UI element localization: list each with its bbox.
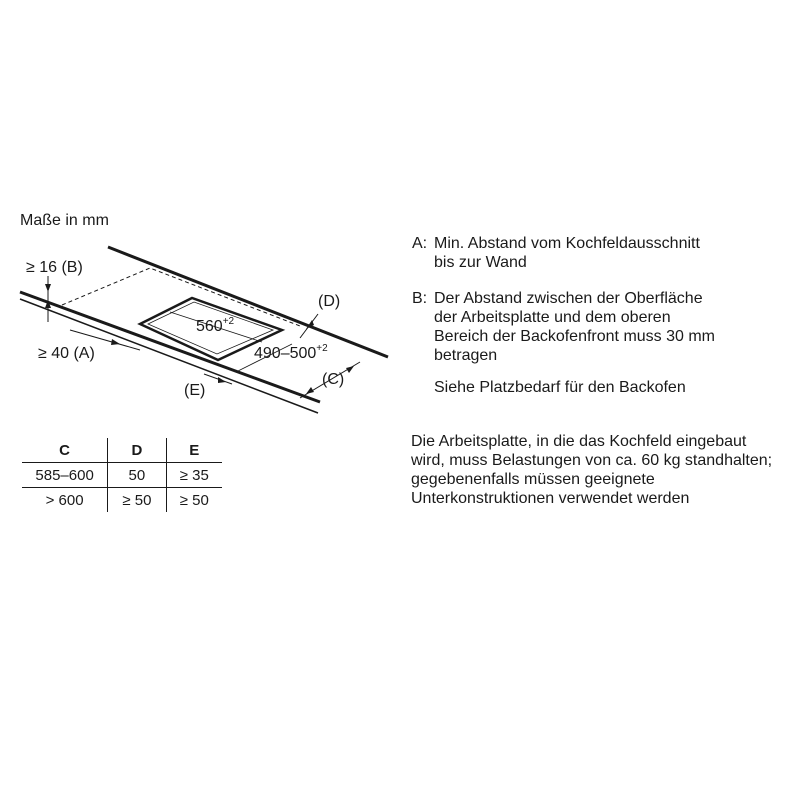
- c-dimension-label: (C): [322, 371, 345, 388]
- a-dimension-label: ≥ 40 (A): [38, 345, 95, 362]
- depth-tolerance: +2: [316, 343, 328, 354]
- c-arrow-bottom: [306, 387, 314, 394]
- table-header-row: [22, 438, 222, 463]
- load-note: Die Arbeitsplatte, in die das Kochfeld eingebaut wird, muss Belastungen von ca. 60 kg standhalten; gegebenenfalls müssen geeignete Unterkonstruktionen verwendet werden: [411, 433, 773, 507]
- units-label: Maße in mm: [20, 212, 109, 229]
- table-cell: ≥ 50: [179, 491, 209, 509]
- table-cell: > 600: [22, 488, 108, 513]
- note-b-line: betragen: [434, 347, 498, 364]
- width-tolerance: +2: [222, 316, 235, 327]
- note-a-key: A:: [412, 235, 428, 252]
- table-row: [22, 463, 222, 488]
- a-arrow: [111, 339, 120, 345]
- note-b: [412, 289, 772, 369]
- note-b-line: Der Abstand zwischen der Oberfläche: [434, 290, 703, 307]
- table-cell: ≥ 35: [166, 463, 222, 488]
- depth-dimension-number: 490–500: [254, 345, 317, 362]
- table-header-c: C: [22, 438, 108, 463]
- table-header-e: E: [166, 438, 222, 463]
- b-dimension-label: ≥ 16 (B): [26, 259, 83, 276]
- dimension-table: [22, 438, 222, 512]
- note-b-line: der Arbeitsplatte und dem oberen: [434, 309, 671, 326]
- table-cell: 585–600: [22, 463, 108, 488]
- table-cell: 50: [108, 463, 166, 488]
- note-b-text: [434, 289, 715, 365]
- d-dimension-label: (D): [318, 293, 341, 310]
- c-arrow-top: [346, 366, 354, 373]
- e-dimension-label: (E): [184, 382, 206, 399]
- note-b-line: Bereich der Backofenfront muss 30 mm: [434, 328, 716, 345]
- b-arrow-top: [45, 284, 51, 292]
- note-a: [412, 234, 772, 274]
- oven-reference-note: Siehe Platzbedarf für den Backofen: [434, 379, 686, 396]
- note-a-text: [434, 234, 700, 272]
- width-dimension-value: [196, 316, 235, 335]
- note-a-line: bis zur Wand: [434, 254, 527, 271]
- width-dimension-number: 560: [196, 318, 223, 335]
- table-row: [22, 488, 222, 513]
- table-cell: ≥ 50: [108, 488, 166, 513]
- table-header-d: D: [108, 438, 166, 463]
- depth-dimension-value: [254, 343, 328, 362]
- note-b-key: B:: [412, 290, 428, 307]
- note-a-line: Min. Abstand vom Kochfeldausschnitt: [434, 235, 700, 252]
